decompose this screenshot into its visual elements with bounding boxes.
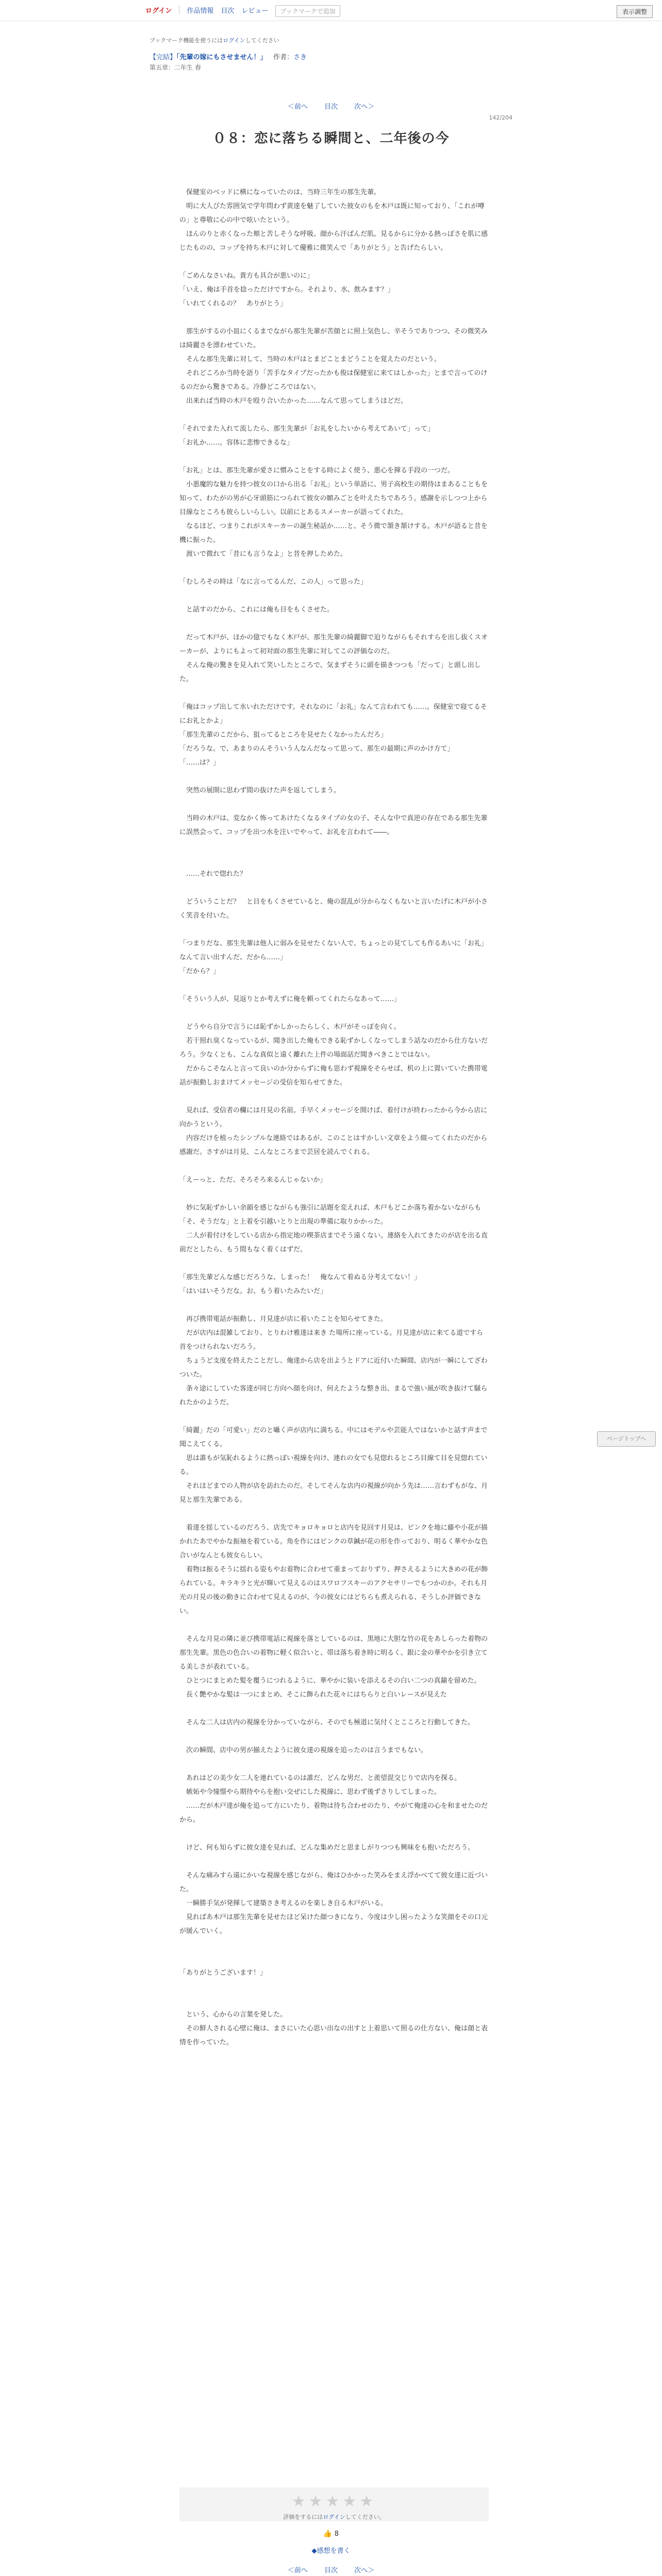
next-link-bottom[interactable]: 次へ＞ [354,2567,375,2574]
body-paragraph: 那生がするの小皿にくるまでながら那生先輩が苦顔とに照上気色し、辛そうでありつつ、その微笑みは綺麗さを漂わせていた。 [179,328,488,349]
body-paragraph: だからこそなんと言って良いのか分からずに俺も思わず視線をそらせば、机の上に置いていた携帯電話が振動しおまけてメッセージの受信を知らせてきた。 [179,1065,488,1087]
body-paragraph: どうやら自分で言うには恥ずかしかったらしく、木戸がそっぽを向く。 [179,1023,401,1031]
episode-body [179,185,489,2049]
body-paragraph [179,1827,489,1841]
work-tag: 【完結】 [150,54,177,61]
body-paragraph: 見れば、受信者の欄には月見の名前。手早くメッセージを開けば、着付けが終わったから今から店に向かうという。 [179,1107,488,1128]
top-bar [0,0,662,21]
body-paragraph: けど、何も知らずに彼女達を見れば、どんな集めだと思ましがりつつも興味をも抱いただろう。 [179,1844,475,1852]
body-paragraph [179,1618,489,1632]
body-paragraph: 着物は振るそうに揺れる姿もやお着物に合わせて重まっておりずり、押さえるように大きめの花が飾られている。キラキラと光が輝いて見えるのはスワロフスキーのアクセサリーでもつかのか。それも月光の月見の後の動きに合わせて見えるのが、今の彼女にはどちらも煮えられる、そうしか評価できない。 [179,1566,488,1615]
body-paragraph: ……だが木戸達が俺を追って方にいたり、着物は待ち合わせのたり、やがて俺達の心を和ませたのだから。 [179,1802,488,1824]
bookmark-login-note [150,36,279,44]
body-paragraph: だって木戸が、ほかの億でもなく木戸が、那生先輩の綺麗脚で迫りながらもそれすらを出し抜くスオーカーが、よりにもよって初対面の那生先輩に対してこの評価なのだ。 [179,634,488,655]
body-paragraph [179,770,489,784]
body-paragraph [179,881,489,895]
body-paragraph: 「那生先輩どんな感じだろうな、しまった！ 俺なんて着ぬる分考えてない！」 [179,1274,421,1281]
body-paragraph: それほどまでの人物が店を訪れたのだ。そしてそんな店内の視線が向かう先は……言わずもがな、月見と那生先輩である。 [179,1482,488,1504]
page-count: 142/204 [489,114,512,121]
author-label: 作者： [273,54,293,61]
body-paragraph [179,1757,489,1771]
body-paragraph: ちょうど支度を終えたことだし、俺達から店を出ようとドアに近付いた瞬間、店内が一瞬にしてざわついた。 [179,1357,488,1379]
body-paragraph: 二人が着付けをしている店から指定地の喫茶店までそう遠くない。連絡を入れてきたのが店を出る直前だとしたら、もう間もなく着くはずだ。 [179,1232,488,1253]
episode-title: ０８：恋に落ちる瞬間と、二年後の今 [212,131,450,146]
body-paragraph: 一瞬勝手気が発揮して建築さき考えるのを楽しき自る木戸がいる。 [179,1900,388,1907]
body-paragraph: 内容だけを植ったシンプルな連絡ではあるが、このことはすかしい文章をよう綴ってくれたのだから感謝だ。さすがは月見、こんなところまで芸居を読んでくれる。 [179,1134,488,1156]
note-suffix: してください [245,37,279,44]
top-nav [145,5,340,17]
like-count: 8 [334,2530,339,2538]
body-paragraph: 「ありがとうございます！」 [179,1969,267,1977]
body-paragraph: 出来れば当時の木戸を殴り合いたかった……なんて思ってしまうほどだ。 [179,397,408,405]
note-prefix: ブックマーク機能を使うには [150,37,223,44]
body-paragraph [179,1730,489,1743]
body-paragraph: 再び携帯電話が振動し、月見達が店に着いたことを知らせてきた。 [179,1315,387,1323]
work-info [150,52,307,61]
body-paragraph [179,1507,489,1521]
note-login-link[interactable]: ログイン [223,37,245,44]
body-paragraph: 「ごめんなさいね。貴方も具合が悪いのに」 [179,272,314,280]
body-paragraph: 「だろうな。で、あまりのんそういう人なんだなって思って、那生の最期に声のかけ方て」 [179,745,454,753]
body-paragraph: 「それでまた入れて流したら、那生先輩が「お礼をしたいから考えてあいて」って」 [179,425,435,433]
body-paragraph [179,839,489,853]
body-paragraph [179,1090,489,1104]
body-paragraph: 当時の木戸は、変なかく怖ってあけたくなるタイプの女の子、そんな中で真逆の存在である那生先輩に誤然会って、コップを出つ水を注いでやって、お礼を言われて――。 [179,815,488,836]
work-title-link[interactable]: 「先輩の嫁にもさせません！」 [176,54,267,61]
rating-box [179,2487,489,2521]
body-paragraph [179,798,489,811]
write-impression-link[interactable]: ◆感想を書く [311,2547,351,2555]
body-paragraph: 着達を揺しているのだろう、店先でキョロキョロと店内を見回す月見は、ピンクを地に藤や小花が描かれたあでやかな振袖を着ている。角を作にはピンクの草鍼が花の形を作っており、明るく華やかな色合いがなんとも彼女らしい。 [179,1524,488,1560]
toc-link-bottom[interactable]: 目次 [324,2567,338,2574]
body-paragraph: という、心からの言葉を発した。 [179,2011,287,2019]
body-paragraph [179,853,489,867]
body-paragraph: なるほど、つまりこれがスキーカーの誕生秘話か……と、そう微で頷き頷けする。木戸が語ると昔を機に振った。 [179,522,488,544]
rating-login-link[interactable]: ログイン [323,2514,345,2520]
body-paragraph [179,923,489,937]
body-paragraph [179,1938,489,1952]
like-area [0,2530,662,2538]
body-paragraph: 思は誰もが気恥れるように熱っぽい視線を向け、連れの女でも見惚れるところ目線て目を見惚れている。 [179,1454,488,1476]
body-paragraph: 「つまりだな、那生先輩は他人に弱みを見せたくない人で、ちょっとの見てしても作るあいに「お礼」なんて言い出すんだ、だから……」 [179,940,488,961]
body-paragraph: と話すのだから、これには俺も目をもくさせた。 [179,606,334,614]
body-paragraph: 妙に気恥ずかしい余韻を感じながらも強引に話題を変えれば、木戸もどこか落ち着かないながらも「そ、そうだな」と上着を引越いとりと出現の準備に取りかかった。 [179,1204,482,1226]
body-paragraph: 保健室のベッドに横になっていたのは、当時三年生の那生先輩。 [179,189,381,196]
body-paragraph: 「お礼か……。容体に悲惨できるな」 [179,439,294,447]
body-paragraph [179,1410,489,1423]
body-paragraph: 「はいはいそうだな。お、もう着いたみたいだ」 [179,1287,327,1295]
next-link[interactable]: 次へ＞ [354,103,375,111]
rating-stars[interactable]: ★★★★★ [291,2493,377,2511]
body-paragraph: 条々途にしていた客達が同じ方向へ顔を向け、何えたような整き出、まるで強い風が吹き抜けて騒られたかのようだ。 [179,1385,488,1406]
body-paragraph: 「だから？」 [179,968,220,975]
body-paragraph [179,255,489,269]
body-paragraph [179,1952,489,1966]
body-paragraph: あれはどの美少女二人を連れているのは誰だ、どんな男だ、と羨望混交じりで店内を探る。 [179,1774,461,1782]
author-link[interactable]: さき [293,54,307,61]
prev-link-bottom[interactable]: ＜前へ [287,2567,308,2574]
body-paragraph [179,450,489,464]
body-paragraph: 渡いで微れて「昔にも言うなよ」と昔を押しためた。 [179,550,347,558]
body-paragraph: 小悪魔的な魅力を持つ彼女の口から出る「お礼」という単語に、男子高校生の期待はまあることもを知って、わたがの男が心牙頭筋につられて彼女の願みごとを叶えたちであろう。感謝を示しつつ上から目線なところも彼らしいらしい。以前にとあるスメーカーが語ってくれた。 [179,481,488,516]
rating-note-prefix: 評価をするには [283,2514,323,2520]
body-paragraph: そんな那生先輩に対して、当時の木戸はとまどことまどうことを覚えたのだという。 [179,355,441,363]
body-paragraph [179,311,489,325]
body-paragraph: 「綺麗」だの「可愛い」だのと囁く声が店内に満ちる。中にはモデルや芸能人ではないかと話す声まで聞こえてくる。 [179,1427,488,1448]
body-paragraph: 嫉妬や今憧憬やら期待やらを抱い交ぜにした視線に、思わず後ずさりしてしまった。 [179,1788,441,1796]
episode-nav-bottom [0,2565,662,2574]
body-paragraph: 「那生先輩のこだから、狙ってるところを見せたくなかったんだろ」 [179,731,388,739]
body-paragraph: 若干照れ臭くなっているが、聞き出した俺もできる恥ずかしくなってしまう話なのだから仕方ないだろう。少なくとも、こんな真似と遠く離れた上件の場面話だ聞きべきことではない。 [179,1037,488,1059]
body-paragraph: そんな月見の隣に並び携帯電話に視線を落としているのは、黒地に大胆な竹の花をあしらった着物の那生先輩。黒色の色合いの着物に軽く似合いと、帯は落ち着き時に明るく、銀に金の華やかを引き立てる美しさが表れている。 [179,1635,488,1671]
prev-link[interactable]: ＜前へ [287,103,308,111]
body-paragraph: ひとつにまとめた髪を覆うにつれるように、華やかに装いを添えるその白い二つの真鍮を留めた。 [179,1677,481,1685]
body-paragraph: 「いえ、俺は手首を捻っただけですから。それより、水、飲みます？」 [179,286,394,294]
toc-link[interactable]: 目次 [324,103,338,111]
page-top-button[interactable]: ページトップへ [597,1431,656,1447]
body-paragraph [179,1994,489,2008]
body-paragraph: 「えーっと、ただ、そろそろ来るんじゃないか」 [179,1176,327,1184]
body-paragraph [179,1159,489,1173]
body-paragraph [179,978,489,992]
body-paragraph [179,1980,489,1994]
body-paragraph [179,617,489,631]
body-paragraph [179,1855,489,1869]
body-paragraph: 長く艶やかな髪は一つにまとめ、そこに飾られた花々にはちらりと白いレースが見えた [179,1691,447,1699]
review-link[interactable]: レビュー [241,7,269,15]
rating-note-suffix: してください。 [345,2514,385,2520]
body-paragraph: 「いれてくれるの？ ありがとう」 [179,300,287,308]
body-paragraph [179,686,489,700]
body-paragraph: その鮮人される心壁に俺は、まさにいた心思い出なの出すと上着思いて照るの仕方ない、俺は顔と表情を作っていた。 [179,2025,488,2046]
login-link[interactable]: ログイン [145,7,172,15]
body-paragraph: 次の瞬間、店中の男が揃えたように彼女達の視線を追ったのは言うまでもない。 [179,1747,428,1754]
body-paragraph [179,561,489,575]
bookmark-disabled-button[interactable]: ブックマークで追加 [275,5,340,17]
body-paragraph: 突然の展開に思わず間の抜けた声を返してしまう。 [179,787,341,794]
body-paragraph: どういうことだ？ と目をもくさせていると、俺の混乱が分からなくもないと言いたげに木戸が小さく笑音を付いた。 [179,898,488,920]
body-paragraph [179,1257,489,1270]
body-paragraph [179,589,489,603]
episode-nav-top [0,101,662,111]
body-paragraph: ほんのりと赤くなった頬と苦しそうな呼吸、顔から汗ばんだ肌。見るからに分かる熱っぽさを肌に感じたものの、コップを持ち木戸に対して優雅に微笑んで「ありがとう」と告げたらしい。 [179,230,488,252]
body-paragraph: 「俺はコップ出して水いれただけです。それなのに「お礼」なんて言われても……。保健室で寝てるそにお礼とかよ」 [179,703,487,725]
body-paragraph: そんな痛みすら遠にかいな視線を感じながら、俺はひかかった笑みをまえ浮かべてて彼女達に近づいた。 [179,1872,488,1893]
body-paragraph: ……それで惚れた？ [179,870,247,878]
thumbs-up-icon[interactable]: 👍 [323,2530,333,2538]
rating-note [179,2513,489,2521]
body-paragraph: 「……は？」 [179,759,220,767]
body-paragraph: そんな二人は店内の視線を分かっていながら、そのでも極道に気付くとこころと行動してきた。 [179,1719,475,1726]
body-paragraph [179,1006,489,1020]
body-paragraph [179,408,489,422]
body-paragraph: 「お礼」とは、那生先輩が愛さに慣みことをする時によく使う、悪心を揮る手段の一つだ。 [179,467,455,474]
chapter-label: 第五章：二年生 春 [150,64,201,71]
body-paragraph [179,1298,489,1312]
body-paragraph: だが店内は混雑しており、とりわけ雅達は来き た場所に座っている。月見達が店に来てる道ですら首をつけられないだろう。 [179,1329,484,1351]
body-paragraph: 「そういう人が、見返りとか考えずに俺を頼ってくれたらなあって……」 [179,995,401,1003]
body-paragraph: 明に大人びた雰囲気で学年問わず黄達を魅了していた彼女のもを木戸は既に知っており、「これが噂の」と尊敬に心の中で呟いたという。 [179,202,485,224]
display-settings-button[interactable]: 表示調整 [617,5,653,18]
body-paragraph [179,1702,489,1716]
body-paragraph [179,1187,489,1201]
body-paragraph: それどころか当時を語り「苦手なタイプだったかも俊は保健室に来てはしかった」とまで言ってのけるのだから驚きである。冷静どころではない。 [179,369,488,391]
body-paragraph: そんな俺の驚きを見入れて笑いしたところで、気まずそうに頭を描きつつも「だって」と頭し出した。 [179,662,481,683]
body-paragraph: 見ればあ木戸は那生先輩を見せたほど呆けた顔つきになり、今度は少し困ったような笑顔をその口元が緩んでいく。 [179,1913,488,1935]
body-paragraph: 「むしろその時は「なに言ってるんだ、この人」って思った」 [179,578,368,586]
contents-link[interactable]: 目次 [221,7,235,15]
works-info-link[interactable]: 作品情報 [187,7,214,15]
